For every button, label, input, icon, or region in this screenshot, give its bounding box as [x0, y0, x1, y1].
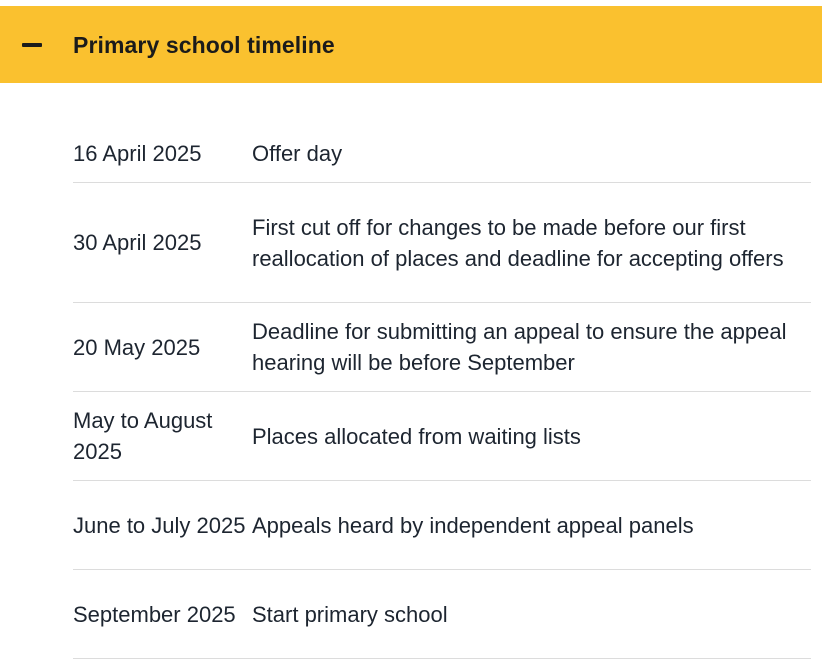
timeline-row	[73, 392, 811, 481]
accordion-header-toggle[interactable]	[0, 6, 822, 83]
timeline-event: First cut off for changes to be made before our first reallocation of places and deadline for accepting offers	[252, 214, 784, 271]
timeline-event: Start primary school	[252, 601, 448, 627]
timeline-date: June to July 2025	[73, 512, 246, 538]
timeline-row	[73, 481, 811, 570]
timeline-date: May to August 2025	[73, 408, 213, 464]
timeline-date: 16 April 2025	[73, 140, 202, 166]
timeline-row	[73, 183, 811, 303]
timeline-row	[73, 570, 811, 659]
timeline-date: September 2025	[73, 601, 236, 627]
timeline-row	[73, 124, 811, 183]
timeline-table	[73, 124, 811, 659]
timeline-date: 20 May 2025	[73, 334, 201, 360]
timeline-event: Appeals heard by independent appeal panels	[252, 512, 694, 538]
timeline-event: Deadline for submitting an appeal to ensure the appeal hearing will be before September	[252, 319, 787, 375]
timeline-date: 30 April 2025	[73, 230, 202, 255]
timeline-row	[73, 303, 811, 392]
minus-icon	[22, 43, 42, 47]
timeline-event: Offer day	[252, 140, 343, 166]
accordion-title: Primary school timeline	[73, 32, 335, 58]
timeline-event: Places allocated from waiting lists	[252, 423, 581, 449]
